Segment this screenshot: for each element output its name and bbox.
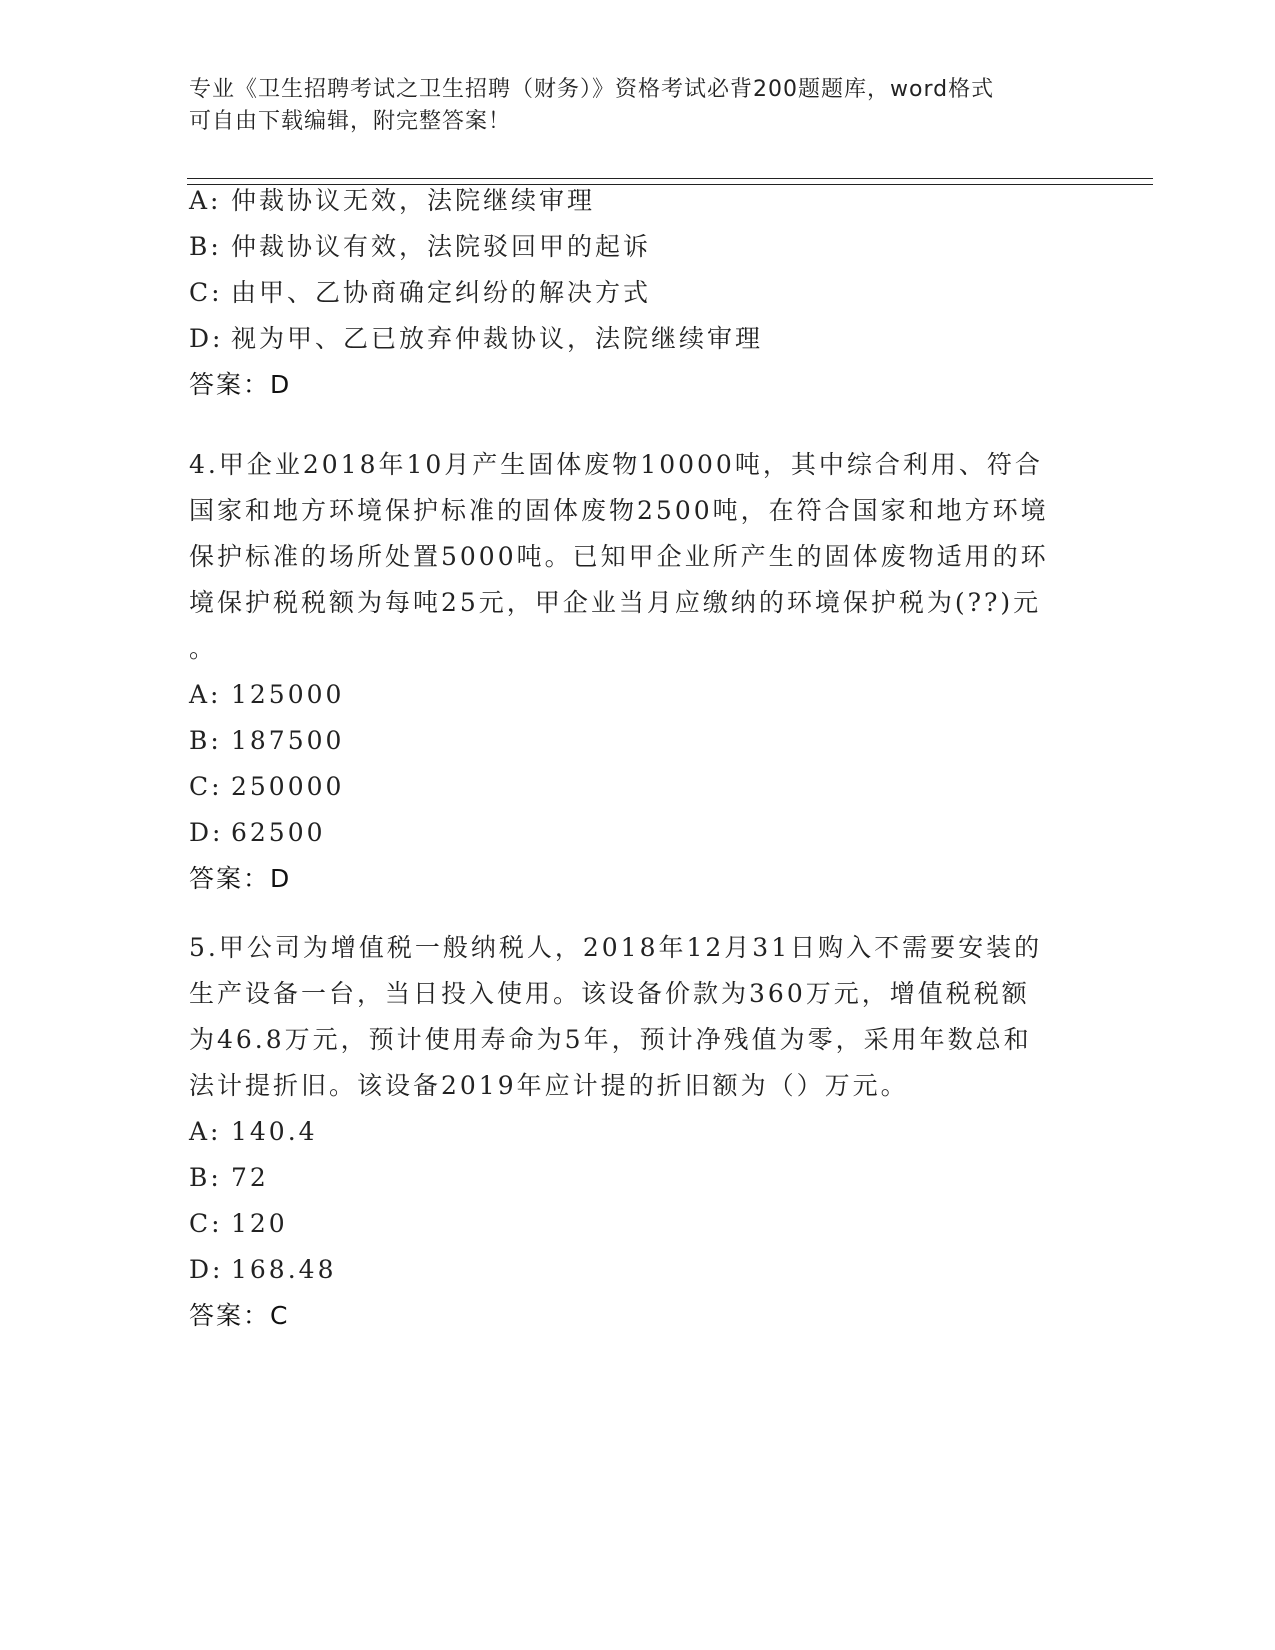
option-letter: A: bbox=[189, 1117, 222, 1146]
question-4-answer: 答案：D bbox=[189, 864, 292, 893]
question-5-option-a bbox=[189, 1109, 1079, 1155]
option-letter: C: bbox=[189, 278, 223, 307]
question-5-text-line-4: 法计提折旧。该设备2019年应计提的折旧额为（）万元。 bbox=[189, 1071, 909, 1100]
question-5-text-line-3: 为46.8万元，预计使用寿命为5年，预计净残值为零，采用年数总和 bbox=[189, 1025, 1032, 1054]
option-letter: D: bbox=[189, 1255, 224, 1284]
option-letter: A: bbox=[189, 680, 222, 709]
option-letter: B: bbox=[189, 232, 222, 261]
question-4-text-line-5: 。 bbox=[189, 634, 218, 663]
option-text: 仲裁协议有效，法院驳回甲的起诉 bbox=[231, 232, 652, 261]
question-3-answer: 答案：D bbox=[189, 370, 292, 399]
option-text: 120 bbox=[231, 1209, 288, 1238]
option-letter: B: bbox=[189, 726, 222, 755]
option-text: 168.48 bbox=[231, 1255, 337, 1284]
question-4-text-line-4: 境保护税税额为每吨25元，甲企业当月应缴纳的环境保护税为(??)元 bbox=[189, 588, 1042, 617]
question-5-option-d bbox=[189, 1247, 1079, 1293]
option-letter: C: bbox=[189, 772, 223, 801]
option-text: 仲裁协议无效，法院继续审理 bbox=[231, 186, 596, 215]
option-text: 187500 bbox=[231, 726, 345, 755]
question-3-option-c bbox=[189, 270, 1079, 316]
question-4-option-b bbox=[189, 718, 1079, 764]
question-3-option-a bbox=[189, 178, 1079, 224]
question-4-text-line-2: 国家和地方环境保护标准的固体废物2500吨，在符合国家和地方环境 bbox=[189, 496, 1049, 525]
question-5-option-b bbox=[189, 1155, 1079, 1201]
header-line-1: 专业《卫生招聘考试之卫生招聘（财务）》资格考试必背200题题库，word格式 bbox=[189, 77, 995, 102]
question-4-text-line-3: 保护标准的场所处置5000吨。已知甲企业所产生的固体废物适用的环 bbox=[189, 542, 1049, 571]
question-4-option-c bbox=[189, 764, 1079, 810]
question-4-text-line-1: 4.甲企业2018年10月产生固体废物10000吨，其中综合利用、符合 bbox=[189, 450, 1043, 479]
option-text: 140.4 bbox=[231, 1117, 318, 1146]
option-text: 250000 bbox=[231, 772, 345, 801]
question-5-answer: 答案：C bbox=[189, 1301, 290, 1330]
question-5-text-line-1: 5.甲公司为增值税一般纳税人，2018年12月31日购入不需要安装的 bbox=[189, 933, 1043, 962]
option-letter: B: bbox=[189, 1163, 222, 1192]
option-text: 125000 bbox=[231, 680, 345, 709]
question-4-option-d bbox=[189, 810, 1079, 856]
option-letter: D: bbox=[189, 818, 224, 847]
option-text: 72 bbox=[231, 1163, 269, 1192]
question-5-option-c bbox=[189, 1201, 1079, 1247]
question-3-option-b bbox=[189, 224, 1079, 270]
document-header bbox=[189, 74, 1069, 138]
question-4-option-a bbox=[189, 672, 1079, 718]
header-line-2: 可自由下载编辑，附完整答案！ bbox=[189, 109, 512, 134]
option-letter: D: bbox=[189, 324, 224, 353]
question-3-block bbox=[189, 178, 1079, 408]
option-text: 由甲、乙协商确定纠纷的解决方式 bbox=[231, 278, 652, 307]
question-3-option-d bbox=[189, 316, 1079, 362]
question-4-block bbox=[189, 442, 1079, 902]
option-letter: A: bbox=[189, 186, 222, 215]
question-5-text-line-2: 生产设备一台，当日投入使用。该设备价款为360万元，增值税税额 bbox=[189, 979, 1030, 1008]
question-5-block bbox=[189, 925, 1079, 1339]
option-text: 62500 bbox=[231, 818, 326, 847]
option-text: 视为甲、乙已放弃仲裁协议，法院继续审理 bbox=[231, 324, 764, 353]
option-letter: C: bbox=[189, 1209, 223, 1238]
